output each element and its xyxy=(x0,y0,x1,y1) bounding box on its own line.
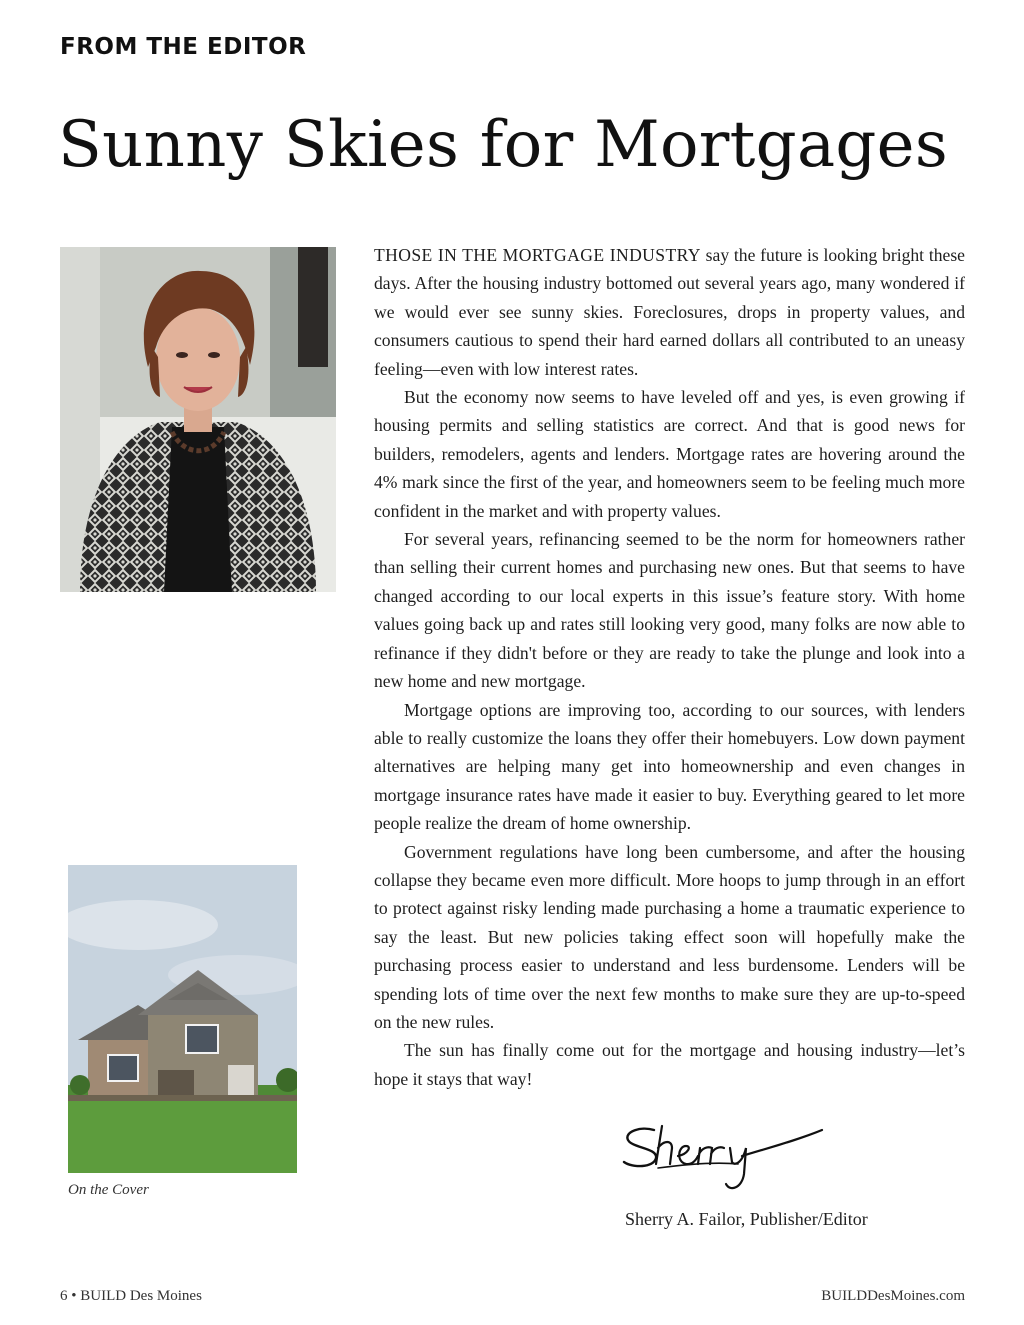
article-body xyxy=(374,241,965,1093)
article-paragraph: Mortgage options are improving too, according to our sources, with lenders able to really customize the loans they offer their homebuyers. Low down payment alternatives are helping many get into homeownership and even changes in mortgage insurance rates have made it easier to buy. Everything geared to let more people realize the dream of home ownership. xyxy=(374,699,965,834)
article-paragraph xyxy=(374,241,965,383)
paragraph-text: say the future is looking bright these days. After the housing industry bottomed out several years ago, many wondered if we would ever see sunny skies. Foreclosures, drops in property values, and consumers cautious to spend their hard earned dollars all contributed to an uneasy feeling—even with low interest rates. xyxy=(374,245,965,379)
cover-photo xyxy=(68,865,297,1173)
article-paragraph: The sun has finally come out for the mortgage and housing industry—let’s hope it stays that way! xyxy=(374,1040,965,1089)
article-headline: Sunny Skies for Mortgages xyxy=(58,108,948,182)
editor-signature xyxy=(618,1118,828,1198)
article-paragraph: For several years, refinancing seemed to be the norm for homeowners rather than selling their current homes and purchasing new ones. But that seems to have changed according to our local experts in this issue’s feature story. With home values going back up and rates still looking very good, many folks are now able to refinance if they didn't before or they are ready to take the plunge and look into a new home and new mortgage. xyxy=(374,529,965,692)
lead-in-caps: THOSE IN THE MORTGAGE INDUSTRY xyxy=(374,245,701,265)
article-paragraph: But the economy now seems to have leveled off and yes, is even growing if housing permits and selling statistics are correct. And that is good news for builders, remodelers, agents and lenders. Mortgage rates are hovering around the 4% mark since the first of the year, and homeowners seem to be feeling much more confident in the market and with property values. xyxy=(374,387,965,521)
page-folio: 6 • BUILD Des Moines xyxy=(60,1288,202,1304)
footer-website: BUILDDesMoines.com xyxy=(821,1288,965,1304)
editor-portrait xyxy=(60,247,336,592)
section-kicker: FROM THE EDITOR xyxy=(60,34,307,60)
article-paragraph: Government regulations have long been cumbersome, and after the housing collapse they became even more difficult. More hoops to jump through in an effort to protect against risky lending made purchasing a home a traumatic experience to say the least. But new policies taking effect soon will hopefully make the purchasing process easier to understand and less burdensome. Lenders will be spending lots of time over the next few months to make sure they are up-to-speed on the new rules. xyxy=(374,841,965,1032)
cover-caption: On the Cover xyxy=(68,1182,149,1198)
editor-name-title: Sherry A. Failor, Publisher/Editor xyxy=(625,1209,868,1229)
